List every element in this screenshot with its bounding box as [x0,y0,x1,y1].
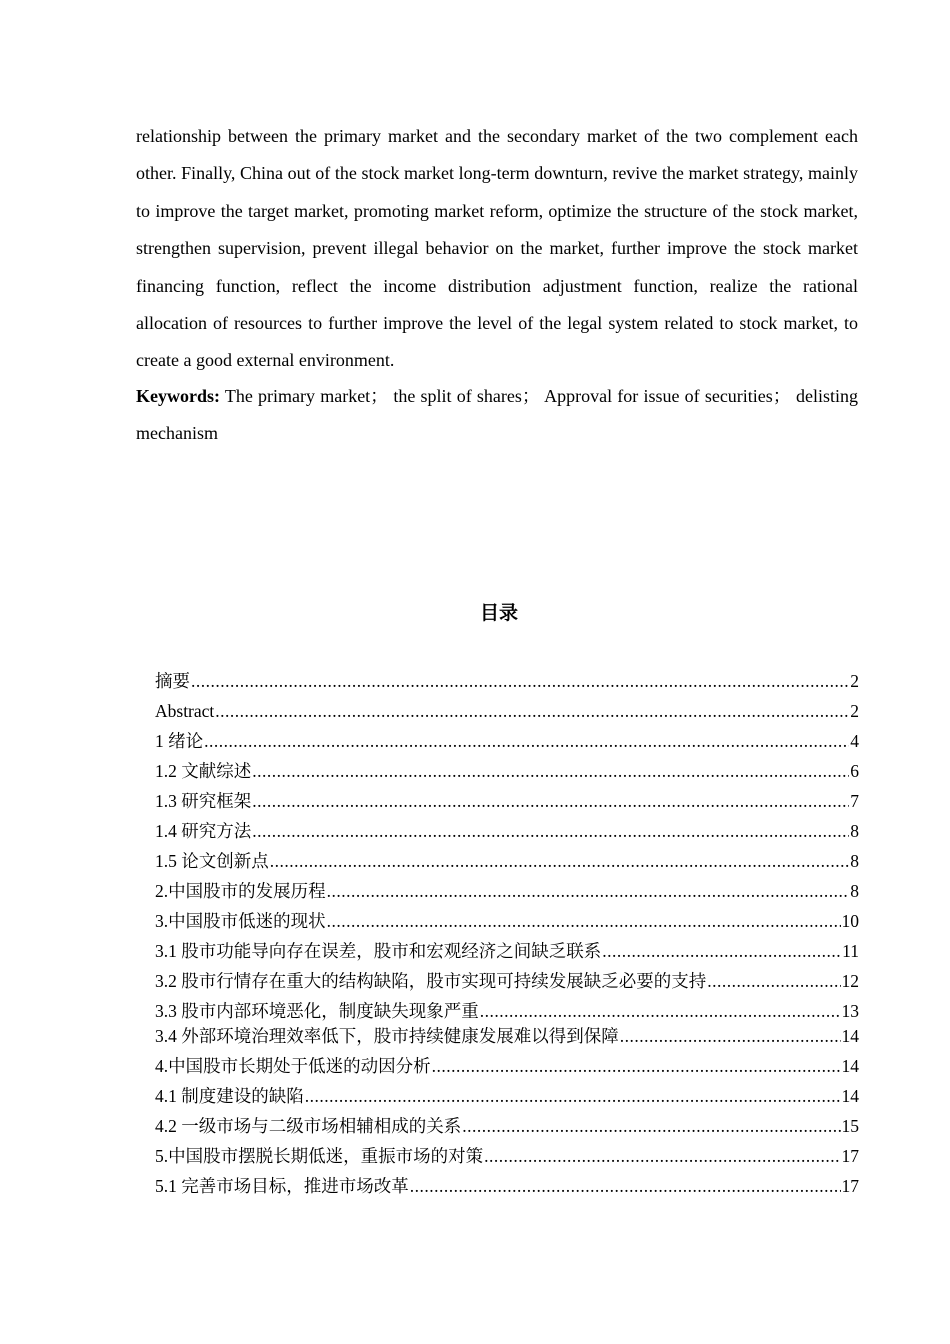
toc-dot-leader [252,818,849,844]
toc-dot-leader [191,668,849,694]
toc-entry-page: 13 [841,1001,859,1021]
toc-dot-leader [270,848,850,874]
toc-entry-page: 2 [850,671,859,691]
toc-entry-page: 8 [850,851,859,871]
toc-entry-page: 12 [841,971,859,991]
keywords-line [136,378,858,453]
toc-entry-4-1[interactable] [155,1083,859,1113]
toc-dot-leader [620,1023,841,1049]
toc-entry-1-4[interactable] [155,818,859,848]
toc-entry-3-4[interactable] [155,1023,859,1053]
keywords-text: The primary market； the split of shares； Approval for issue of securities； delisting mechanism [136,386,858,444]
toc-dot-leader [484,1143,840,1169]
toc-dot-leader [410,1173,841,1199]
toc-entry-label: 3.中国股市低迷的现状 [155,911,326,931]
toc-dot-leader [432,1053,841,1079]
toc-entry-page: 17 [841,1176,859,1196]
toc-entry-label: 摘要 [155,671,190,691]
toc-dot-leader [462,1113,840,1139]
toc-entry-page: 7 [850,791,859,811]
toc-title: 目录 [479,602,518,624]
toc-entry-1[interactable] [155,728,859,758]
toc-entry-3-1[interactable] [155,938,859,968]
toc-entry-label: 3.1 股市功能导向存在误差，股市和宏观经济之间缺乏联系 [155,941,602,961]
toc-entry-page: 15 [841,1116,859,1136]
toc-entry-abstract-cn[interactable] [155,668,859,698]
toc-entry-label: Abstract [155,701,215,721]
toc-entry-label: 1.3 研究框架 [155,791,252,811]
toc-entry-page: 14 [841,1086,859,1106]
toc-entry-4[interactable] [155,1053,859,1083]
toc-entry-2[interactable] [155,878,859,908]
toc-entry-label: 2.中国股市的发展历程 [155,881,326,901]
toc-entry-page: 6 [850,761,859,781]
toc-entry-page: 17 [841,1146,859,1166]
toc-entry-label: 1 绪论 [155,731,204,751]
toc-entry-label: 5.中国股市摆脱长期低迷，重振市场的对策 [155,1146,484,1166]
toc-entry-1-2[interactable] [155,758,859,788]
toc-entry-label: 1.5 论文创新点 [155,851,269,871]
toc-dot-leader [252,758,849,784]
toc-entry-abstract-en[interactable] [155,698,859,728]
toc-entry-page: 14 [841,1056,859,1076]
toc-entry-label: 4.2 一级市场与二级市场相辅相成的关系 [155,1116,462,1136]
toc-entry-5-1[interactable] [155,1173,859,1203]
toc-entry-1-5[interactable] [155,848,859,878]
toc-entry-4-2[interactable] [155,1113,859,1143]
toc-entry-page: 4 [850,731,859,751]
toc-entry-1-3[interactable] [155,788,859,818]
toc-entry-page: 2 [850,701,859,721]
toc-entry-page: 11 [842,941,859,961]
toc-entry-label: 3.3 股市内部环境恶化，制度缺失现象严重 [155,1001,479,1021]
toc-entry-3[interactable] [155,908,859,938]
toc-entry-label: 3.2 股市行情存在重大的结构缺陷，股市实现可持续发展缺乏必要的支持 [155,971,707,991]
toc-entry-label: 1.2 文献综述 [155,761,252,781]
table-of-contents [155,668,859,1203]
toc-dot-leader [480,998,841,1024]
abstract-continuation: relationship between the primary market and the secondary market of the two complement each other. Finally, China out of the stock market long-term downturn, revive the market strategy, mainly to improve the target market, promoting market reform, optimize the structure of the stock market, strengthen supervision, prevent illegal behavior on the market, further improve the stock market financing function, reflect the income distribution adjustment function, realize the rational allocation of resources to further improve the level of the legal system related to stock market, to create a good external environment. [136,126,858,371]
toc-dot-leader [602,938,841,964]
toc-dot-leader [327,908,841,934]
toc-dot-leader [204,728,849,754]
toc-dot-leader [252,788,849,814]
toc-entry-label: 1.4 研究方法 [155,821,252,841]
toc-dot-leader [215,698,849,724]
toc-entry-label: 3.4 外部环境治理效率低下，股市持续健康发展难以得到保障 [155,1026,619,1046]
toc-dot-leader [305,1083,841,1109]
toc-entry-page: 8 [850,821,859,841]
toc-entry-label: 5.1 完善市场目标，推进市场改革 [155,1176,409,1196]
toc-dot-leader [327,878,850,904]
toc-entry-3-3[interactable] [155,998,859,1023]
toc-entry-page: 8 [850,881,859,901]
toc-entry-label: 4.1 制度建设的缺陷 [155,1086,304,1106]
toc-entry-page: 14 [841,1026,859,1046]
toc-entry-3-2[interactable] [155,968,859,998]
keywords-label: Keywords: [136,386,220,406]
toc-entry-label: 4.中国股市长期处于低迷的动因分析 [155,1056,431,1076]
toc-entry-page: 10 [841,911,859,931]
toc-dot-leader [707,968,840,994]
toc-entry-5[interactable] [155,1143,859,1173]
